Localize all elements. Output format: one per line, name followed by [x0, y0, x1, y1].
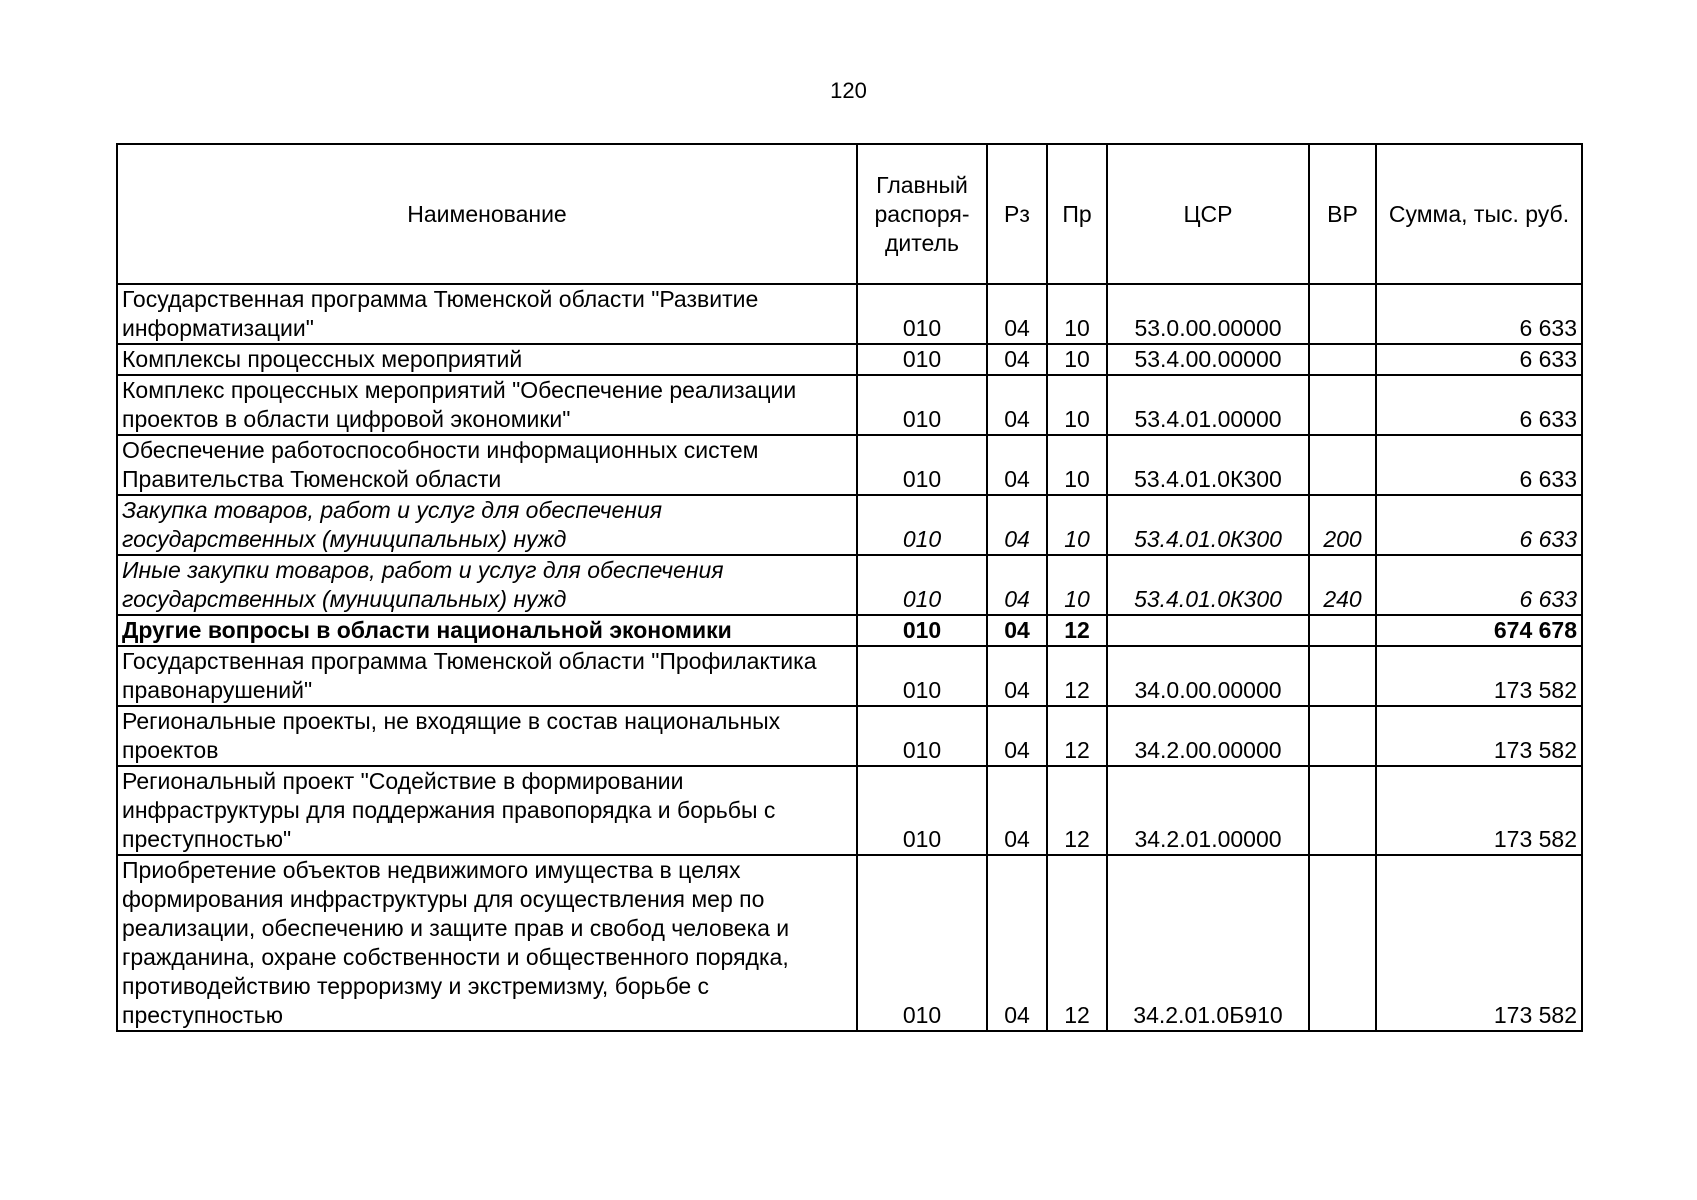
header-vr: ВР	[1309, 144, 1376, 284]
cell-csr: 34.2.01.0Б910	[1107, 855, 1309, 1031]
cell-main-manager: 010	[857, 344, 987, 375]
cell-name: Региональный проект "Содействие в формировании инфраструктуры для поддержания правопорядка и борьбы с преступностью"	[117, 766, 857, 855]
cell-vr	[1309, 375, 1376, 435]
cell-vr	[1309, 646, 1376, 706]
cell-sum: 173 582	[1376, 855, 1582, 1031]
table-row	[117, 435, 1582, 495]
cell-sum: 6 633	[1376, 555, 1582, 615]
cell-pr: 10	[1047, 495, 1107, 555]
cell-csr: 34.2.01.00000	[1107, 766, 1309, 855]
table-row	[117, 284, 1582, 344]
cell-vr: 200	[1309, 495, 1376, 555]
cell-csr: 53.4.01.0К300	[1107, 435, 1309, 495]
cell-pr: 10	[1047, 555, 1107, 615]
cell-main-manager: 010	[857, 284, 987, 344]
cell-main-manager: 010	[857, 615, 987, 646]
cell-sum: 674 678	[1376, 615, 1582, 646]
cell-sum: 6 633	[1376, 284, 1582, 344]
cell-vr	[1309, 706, 1376, 766]
cell-rz: 04	[987, 706, 1047, 766]
table-row	[117, 766, 1582, 855]
cell-rz: 04	[987, 615, 1047, 646]
cell-vr	[1309, 435, 1376, 495]
cell-main-manager: 010	[857, 855, 987, 1031]
header-rz: Рз	[987, 144, 1047, 284]
cell-main-manager: 010	[857, 375, 987, 435]
cell-csr: 53.4.01.00000	[1107, 375, 1309, 435]
cell-main-manager: 010	[857, 766, 987, 855]
cell-rz: 04	[987, 766, 1047, 855]
header-name: Наименование	[117, 144, 857, 284]
table-row	[117, 495, 1582, 555]
cell-pr: 12	[1047, 615, 1107, 646]
table-row	[117, 375, 1582, 435]
cell-pr: 12	[1047, 706, 1107, 766]
cell-name: Региональные проекты, не входящие в состав национальных проектов	[117, 706, 857, 766]
cell-pr: 12	[1047, 646, 1107, 706]
cell-rz: 04	[987, 495, 1047, 555]
cell-name: Другие вопросы в области национальной экономики	[117, 615, 857, 646]
cell-csr: 53.4.01.0К300	[1107, 495, 1309, 555]
cell-rz: 04	[987, 855, 1047, 1031]
cell-name: Обеспечение работоспособности информационных систем Правительства Тюменской области	[117, 435, 857, 495]
cell-vr	[1309, 766, 1376, 855]
cell-sum: 173 582	[1376, 706, 1582, 766]
cell-main-manager: 010	[857, 706, 987, 766]
table-body	[117, 284, 1582, 1031]
cell-vr: 240	[1309, 555, 1376, 615]
cell-name: Комплекс процессных мероприятий "Обеспечение реализации проектов в области цифровой экономики"	[117, 375, 857, 435]
table-row	[117, 855, 1582, 1031]
cell-main-manager: 010	[857, 435, 987, 495]
cell-sum: 173 582	[1376, 646, 1582, 706]
cell-sum: 6 633	[1376, 435, 1582, 495]
cell-sum: 6 633	[1376, 375, 1582, 435]
cell-vr	[1309, 284, 1376, 344]
budget-table	[116, 143, 1583, 1032]
cell-csr	[1107, 615, 1309, 646]
table-header-row	[117, 144, 1582, 284]
cell-name: Комплексы процессных мероприятий	[117, 344, 857, 375]
cell-main-manager: 010	[857, 495, 987, 555]
header-pr: Пр	[1047, 144, 1107, 284]
cell-csr: 34.0.00.00000	[1107, 646, 1309, 706]
table-row	[117, 555, 1582, 615]
table-row	[117, 646, 1582, 706]
cell-name: Иные закупки товаров, работ и услуг для обеспечения государственных (муниципальных) нужд	[117, 555, 857, 615]
cell-main-manager: 010	[857, 555, 987, 615]
cell-pr: 10	[1047, 284, 1107, 344]
cell-name: Приобретение объектов недвижимого имущества в целях формирования инфраструктуры для осуществления мер по реализации, обеспечению и защите прав и свобод человека и гражданина, охране собственности и общественного порядка, противодействию терроризму и экстремизму, борьбе с преступностью	[117, 855, 857, 1031]
cell-csr: 34.2.00.00000	[1107, 706, 1309, 766]
header-main-manager: Главный распоря-дитель	[857, 144, 987, 284]
table-row	[117, 615, 1582, 646]
cell-name: Государственная программа Тюменской области "Развитие информатизации"	[117, 284, 857, 344]
cell-rz: 04	[987, 555, 1047, 615]
cell-pr: 10	[1047, 435, 1107, 495]
cell-csr: 53.4.01.0К300	[1107, 555, 1309, 615]
cell-rz: 04	[987, 646, 1047, 706]
cell-csr: 53.0.00.00000	[1107, 284, 1309, 344]
cell-vr	[1309, 344, 1376, 375]
table-row	[117, 706, 1582, 766]
page-number: 120	[830, 78, 867, 103]
cell-rz: 04	[987, 344, 1047, 375]
cell-pr: 12	[1047, 855, 1107, 1031]
cell-pr: 10	[1047, 375, 1107, 435]
cell-sum: 173 582	[1376, 766, 1582, 855]
cell-pr: 10	[1047, 344, 1107, 375]
cell-name: Государственная программа Тюменской области "Профилактика правонарушений"	[117, 646, 857, 706]
cell-vr	[1309, 855, 1376, 1031]
cell-rz: 04	[987, 375, 1047, 435]
cell-pr: 12	[1047, 766, 1107, 855]
header-sum: Сумма, тыс. руб.	[1376, 144, 1582, 284]
cell-sum: 6 633	[1376, 344, 1582, 375]
cell-sum: 6 633	[1376, 495, 1582, 555]
table-row	[117, 344, 1582, 375]
cell-name: Закупка товаров, работ и услуг для обеспечения государственных (муниципальных) нужд	[117, 495, 857, 555]
cell-csr: 53.4.00.00000	[1107, 344, 1309, 375]
header-csr: ЦСР	[1107, 144, 1309, 284]
cell-rz: 04	[987, 435, 1047, 495]
cell-main-manager: 010	[857, 646, 987, 706]
cell-vr	[1309, 615, 1376, 646]
cell-rz: 04	[987, 284, 1047, 344]
